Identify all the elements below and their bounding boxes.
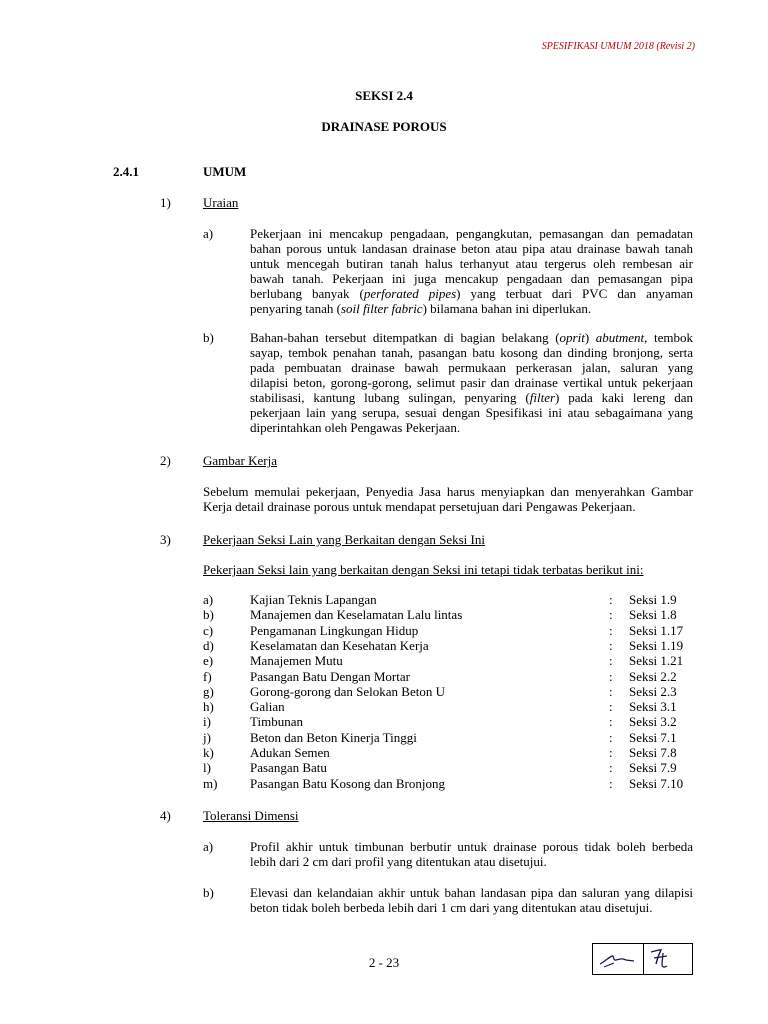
related-sections-list [0, 592, 768, 792]
list-item-reference: Seksi 3.1 [629, 699, 677, 715]
paragraph-4a [250, 839, 693, 869]
text-line: berlubang banyak (perforated pipes) yang terbuat dari PVC dan anyaman [250, 286, 694, 301]
list-item-label: j) [203, 729, 211, 745]
list-item-text: Manajemen Mutu [250, 653, 343, 669]
sub-item-label: b) [203, 885, 214, 900]
signature-mark-2 [645, 944, 693, 974]
list-item [0, 638, 768, 653]
list-item [0, 623, 768, 638]
clause-number: 2.4.1 [113, 164, 139, 179]
text-line: bawah tanah. Pekerjaan ini juga mencakup pengadaan dan pemasangan pipa [250, 271, 693, 286]
text-line: dilapisi beton, gorong-gorong, selimut pasir dan drainase vertikal untuk pekerjaan [250, 375, 693, 390]
list-item-text: Kajian Teknis Lapangan [250, 592, 377, 607]
list-item-text: Beton dan Beton Kinerja Tinggi [250, 729, 417, 745]
item-number: 3) [160, 532, 171, 547]
list-item-text: Pasangan Batu [250, 760, 327, 776]
item-title: Pekerjaan Seksi Lain yang Berkaitan dengan Seksi Ini [203, 532, 485, 547]
text-line: Pekerjaan ini mencakup pengadaan, pengangkutan, pemasangan dan pemadatan [250, 226, 693, 241]
text-line: Kerja detail drainase porous untuk mendapat persetujuan dari Pengawas Pekerjaan. [203, 499, 636, 514]
list-item-reference: Seksi 3.2 [629, 714, 677, 730]
list-item [0, 653, 768, 668]
list-item-text: Pasangan Batu Dengan Mortar [250, 668, 410, 684]
list-item [0, 684, 768, 699]
document-header: SPESIFIKASI UMUM 2018 (Revisi 2) [541, 41, 695, 52]
text-line: pekerjaan lain yang serupa, sesuai dengan Spesifikasi ini atau sebagaimana yang [250, 405, 693, 420]
list-item-label: m) [203, 775, 218, 791]
text-line: pada pembuatan drainase bawah permukaan perkerasan jalan, saluran yang [250, 360, 693, 375]
list-item-label: k) [203, 745, 214, 760]
list-item-label: f) [203, 668, 212, 684]
paragraph-1b [250, 330, 693, 435]
list-item-label: d) [203, 637, 214, 653]
page-number: 2 - 23 [368, 955, 400, 970]
list-item [0, 745, 768, 760]
section-number: SEKSI 2.4 [355, 88, 413, 103]
list-item [0, 669, 768, 684]
list-item-text: Pengamanan Lingkungan Hidup [250, 622, 419, 638]
list-item-label: h) [203, 699, 214, 715]
list-item-label: b) [203, 607, 214, 623]
list-item-reference: Seksi 7.1 [629, 729, 677, 745]
sub-item-label: a) [203, 839, 214, 854]
list-item-separator: : [609, 760, 613, 776]
list-item-reference: Seksi 2.3 [629, 683, 677, 699]
list-item-separator: : [609, 729, 613, 745]
list-item-text: Adukan Semen [250, 745, 330, 760]
list-item-separator: : [609, 683, 613, 699]
list-item-text: Manajemen dan Keselamatan Lalu lintas [250, 607, 463, 623]
item-title: Gambar Kerja [203, 453, 277, 468]
list-item-text: Pasangan Batu Kosong dan Bronjong [250, 775, 445, 791]
list-item-separator: : [609, 699, 613, 715]
list-item-reference: Seksi 1.19 [629, 637, 684, 653]
text-line: penyaring tanah (soil filter fabric) bilamana bahan ini diperlukan. [250, 301, 592, 316]
list-item-separator: : [609, 592, 613, 607]
list-item-separator: : [609, 653, 613, 669]
item-title: Uraian [203, 195, 239, 210]
list-item-reference: Seksi 7.8 [629, 745, 677, 760]
list-item-text: Gorong-gorong dan Selokan Beton U [250, 683, 445, 699]
list-item [0, 607, 768, 622]
list-item [0, 592, 768, 607]
list-item-reference: Seksi 1.21 [629, 653, 684, 669]
initials-box [592, 943, 693, 975]
signature-mark-1 [594, 944, 642, 974]
initials-divider [643, 944, 644, 974]
list-item-separator: : [609, 775, 613, 791]
list-item-label: g) [203, 683, 214, 699]
list-item-reference: Seksi 2.2 [629, 668, 677, 684]
sub-item-label: a) [203, 226, 214, 241]
text-line: Elevasi dan kelandaian akhir untuk bahan landasan pipa dan saluran yang dilapisi [250, 885, 693, 900]
list-item-reference: Seksi 1.17 [629, 622, 684, 638]
text-line: sayap, tembok penahan tanah, pasangan batu kosong dan dinding bronjong, serta [250, 345, 693, 360]
list-item-separator: : [609, 637, 613, 653]
text-line: lebih dari 2 cm dari profil yang ditentukan atau disetujui. [250, 854, 547, 869]
item-number: 1) [160, 195, 171, 210]
list-item-reference: Seksi 1.9 [629, 592, 677, 607]
list-item [0, 776, 768, 791]
list-item-text: Galian [250, 699, 285, 715]
list-item-label: l) [203, 760, 211, 776]
section-title: DRAINASE POROUS [321, 119, 447, 134]
list-item-text: Keselamatan dan Kesehatan Kerja [250, 637, 429, 653]
list-item-reference: Seksi 1.8 [629, 607, 677, 623]
text-line: stabilisasi, kantung lubang sulingan, penyaring (filter) pada kaki lereng dan [250, 390, 693, 405]
list-item-label: e) [203, 653, 214, 669]
paragraph-1a [250, 226, 693, 316]
list-item-separator: : [609, 622, 613, 638]
text-line: untuk mencegah butiran tanah halus terhanyut atau tergerus oleh rembesan air [250, 256, 693, 271]
list-item [0, 699, 768, 714]
text-line: beton tidak boleh berbeda lebih dari 1 cm dari yang ditentukan atau disetujui. [250, 900, 653, 915]
clause-title: UMUM [203, 164, 247, 179]
item-number: 2) [160, 453, 171, 468]
paragraph-4b [250, 885, 693, 915]
text-line: Bahan-bahan tersebut ditempatkan di bagian belakang (oprit) abutment, tembok [250, 330, 693, 345]
list-item-separator: : [609, 668, 613, 684]
list-item-label: a) [203, 592, 214, 607]
list-item-separator: : [609, 607, 613, 623]
text-line: Sebelum memulai pekerjaan, Penyedia Jasa harus menyiapkan dan menyerahkan Gambar [203, 484, 693, 499]
list-item [0, 760, 768, 775]
item-title: Toleransi Dimensi [203, 808, 299, 823]
list-item-reference: Seksi 7.10 [629, 775, 684, 791]
list-item-separator: : [609, 745, 613, 760]
text-line: bahan porous untuk landasan drainase beton atau pipa atau drainase bawah tanah [250, 241, 693, 256]
sub-item-label: b) [203, 330, 214, 345]
list-item [0, 714, 768, 729]
list-item [0, 730, 768, 745]
text-line: Profil akhir untuk timbunan berbutir untuk drainase porous tidak boleh berbeda [250, 839, 693, 854]
list-item-label: c) [203, 622, 214, 638]
list-item-text: Timbunan [250, 714, 303, 730]
list-item-label: i) [203, 714, 211, 730]
paragraph-2 [203, 484, 693, 514]
list-intro: Pekerjaan Seksi lain yang berkaitan dengan Seksi ini tetapi tidak terbatas berikut ini: [203, 562, 644, 577]
list-item-reference: Seksi 7.9 [629, 760, 677, 776]
item-number: 4) [160, 808, 171, 823]
list-item-separator: : [609, 714, 613, 730]
text-line: diperintahkan oleh Pengawas Pekerjaan. [250, 420, 461, 435]
